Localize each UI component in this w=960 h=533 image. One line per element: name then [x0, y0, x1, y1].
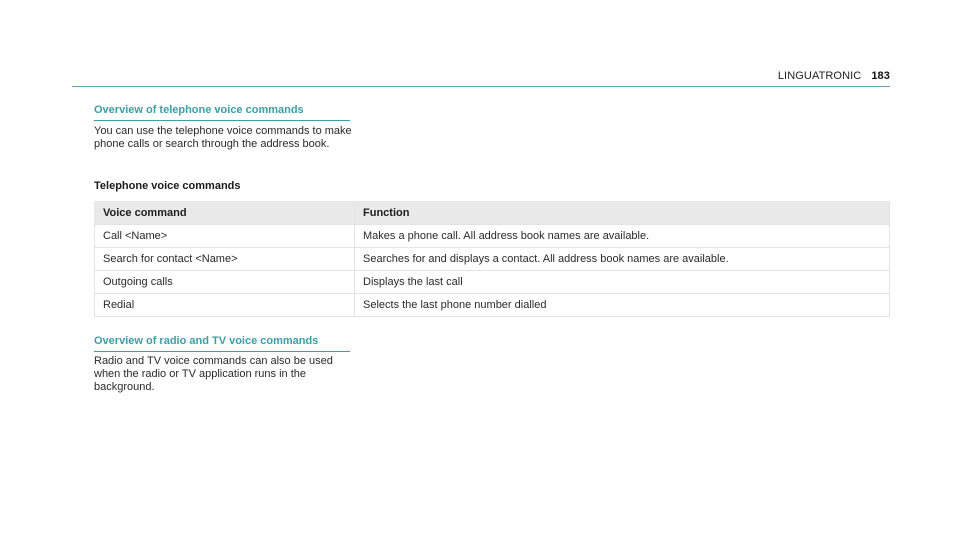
voice-command-cell: Call <Name> — [95, 225, 355, 248]
voice-command-cell: Outgoing calls — [95, 271, 355, 294]
radio-section-paragraph: Radio and TV voice commands can also be used when the radio or TV application runs in the background. — [94, 355, 333, 393]
function-cell: Searches for and displays a contact. All address book names are available. — [355, 248, 890, 271]
voice-command-cell: Redial — [95, 294, 355, 317]
radio-section-heading: Overview of radio and TV voice commands — [94, 334, 350, 352]
telephone-commands-table — [94, 201, 890, 317]
function-cell: Makes a phone call. All address book names are available. — [355, 225, 890, 248]
telephone-table-title: Telephone voice commands — [94, 180, 241, 192]
table-row — [95, 248, 890, 271]
table-row — [95, 271, 890, 294]
table-row — [95, 225, 890, 248]
table-row — [95, 294, 890, 317]
function-cell: Displays the last call — [355, 271, 890, 294]
function-cell: Selects the last phone number dialled — [355, 294, 890, 317]
header-rule — [72, 86, 890, 87]
table-header-row — [95, 201, 890, 225]
page-number: 183 — [871, 70, 890, 82]
telephone-section-paragraph: You can use the telephone voice commands to make phone calls or search through the address book. — [94, 125, 352, 150]
running-header — [770, 70, 890, 82]
running-header-section-name: LINGUATRONIC — [777, 70, 862, 82]
column-header-function: Function — [355, 201, 890, 225]
voice-command-cell: Search for contact <Name> — [95, 248, 355, 271]
column-header-voice-command: Voice command — [95, 201, 355, 225]
telephone-section-heading: Overview of telephone voice commands — [94, 103, 350, 121]
